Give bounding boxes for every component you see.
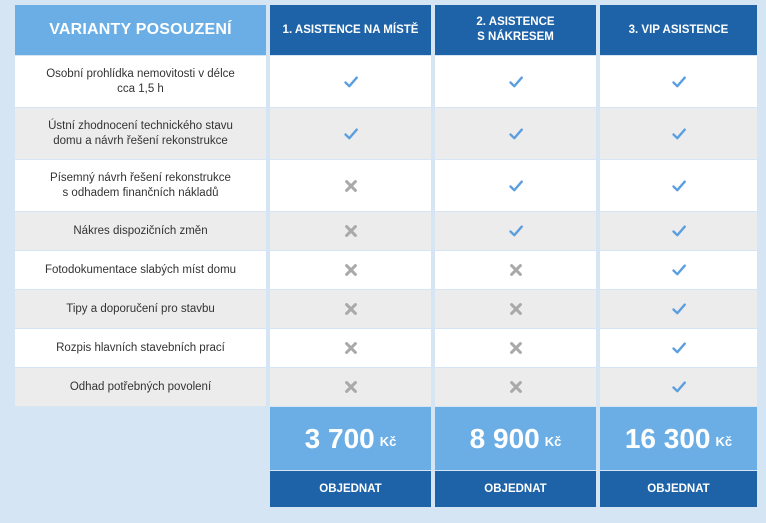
check-icon bbox=[671, 74, 687, 90]
cross-icon bbox=[343, 340, 359, 356]
feature-cell bbox=[270, 108, 431, 159]
feature-cell bbox=[435, 329, 596, 367]
price-amount: 8 900 bbox=[469, 422, 540, 454]
cross-icon bbox=[343, 262, 359, 278]
cross-icon bbox=[508, 262, 524, 278]
check-icon bbox=[671, 379, 687, 395]
check-icon bbox=[671, 178, 687, 194]
feature-label: Fotodokumentace slabých míst domu bbox=[15, 251, 266, 289]
feature-label: Osobní prohlídka nemovitosti v délce cca 1,5 h bbox=[15, 56, 266, 107]
cross-icon bbox=[508, 379, 524, 395]
feature-cell bbox=[270, 212, 431, 250]
check-icon bbox=[508, 178, 524, 194]
check-icon bbox=[508, 74, 524, 90]
feature-cell bbox=[270, 290, 431, 328]
cross-icon bbox=[343, 178, 359, 194]
price-currency: Kč bbox=[379, 434, 397, 449]
price-currency: Kč bbox=[544, 434, 562, 449]
check-icon bbox=[671, 223, 687, 239]
feature-cell bbox=[435, 212, 596, 250]
plan-header-2: 2. ASISTENCE S NÁKRESEM bbox=[435, 5, 596, 55]
feature-cell bbox=[435, 290, 596, 328]
check-icon bbox=[671, 301, 687, 317]
feature-cell bbox=[270, 368, 431, 406]
plan-header-1: 1. ASISTENCE NA MÍSTĚ bbox=[270, 5, 431, 55]
order-row-spacer bbox=[15, 471, 266, 507]
price-amount: 3 700 bbox=[304, 422, 375, 454]
check-icon bbox=[671, 126, 687, 142]
cross-icon bbox=[343, 379, 359, 395]
order-button-plan-2[interactable]: OBJEDNAT bbox=[435, 471, 596, 507]
order-button-plan-3[interactable]: OBJEDNAT bbox=[600, 471, 757, 507]
check-icon bbox=[671, 262, 687, 278]
feature-cell bbox=[600, 251, 757, 289]
feature-label: Ústní zhodnocení technického stavu domu a návrh řešení rekonstrukce bbox=[15, 108, 266, 159]
feature-cell bbox=[435, 368, 596, 406]
check-icon bbox=[508, 223, 524, 239]
feature-cell bbox=[435, 56, 596, 107]
pricing-table bbox=[15, 5, 757, 507]
cross-icon bbox=[343, 223, 359, 239]
feature-cell bbox=[600, 290, 757, 328]
cross-icon bbox=[508, 301, 524, 317]
plan-header-3: 3. VIP ASISTENCE bbox=[600, 5, 757, 55]
feature-label: Rozpis hlavních stavebních prací bbox=[15, 329, 266, 367]
feature-cell bbox=[435, 108, 596, 159]
feature-cell bbox=[600, 329, 757, 367]
price-plan-1 bbox=[270, 407, 431, 470]
feature-label: Tipy a doporučení pro stavbu bbox=[15, 290, 266, 328]
feature-cell bbox=[270, 56, 431, 107]
feature-cell bbox=[600, 160, 757, 211]
feature-label: Nákres dispozičních změn bbox=[15, 212, 266, 250]
price-plan-2 bbox=[435, 407, 596, 470]
feature-cell bbox=[435, 160, 596, 211]
feature-cell bbox=[270, 329, 431, 367]
feature-cell bbox=[600, 108, 757, 159]
check-icon bbox=[508, 126, 524, 142]
price-amount: 16 300 bbox=[624, 422, 711, 454]
feature-cell bbox=[600, 212, 757, 250]
table-title: VARIANTY POSOUZENÍ bbox=[15, 5, 266, 55]
cross-icon bbox=[508, 340, 524, 356]
order-button-plan-1[interactable]: OBJEDNAT bbox=[270, 471, 431, 507]
feature-cell bbox=[600, 368, 757, 406]
feature-label: Písemný návrh řešení rekonstrukce s odhadem finančních nákladů bbox=[15, 160, 266, 211]
feature-cell bbox=[600, 56, 757, 107]
price-row-spacer bbox=[15, 407, 266, 470]
feature-cell bbox=[270, 251, 431, 289]
price-plan-3 bbox=[600, 407, 757, 470]
cross-icon bbox=[343, 301, 359, 317]
price-currency: Kč bbox=[715, 434, 733, 449]
check-icon bbox=[343, 74, 359, 90]
feature-cell bbox=[435, 251, 596, 289]
check-icon bbox=[343, 126, 359, 142]
check-icon bbox=[671, 340, 687, 356]
feature-label: Odhad potřebných povolení bbox=[15, 368, 266, 406]
feature-cell bbox=[270, 160, 431, 211]
